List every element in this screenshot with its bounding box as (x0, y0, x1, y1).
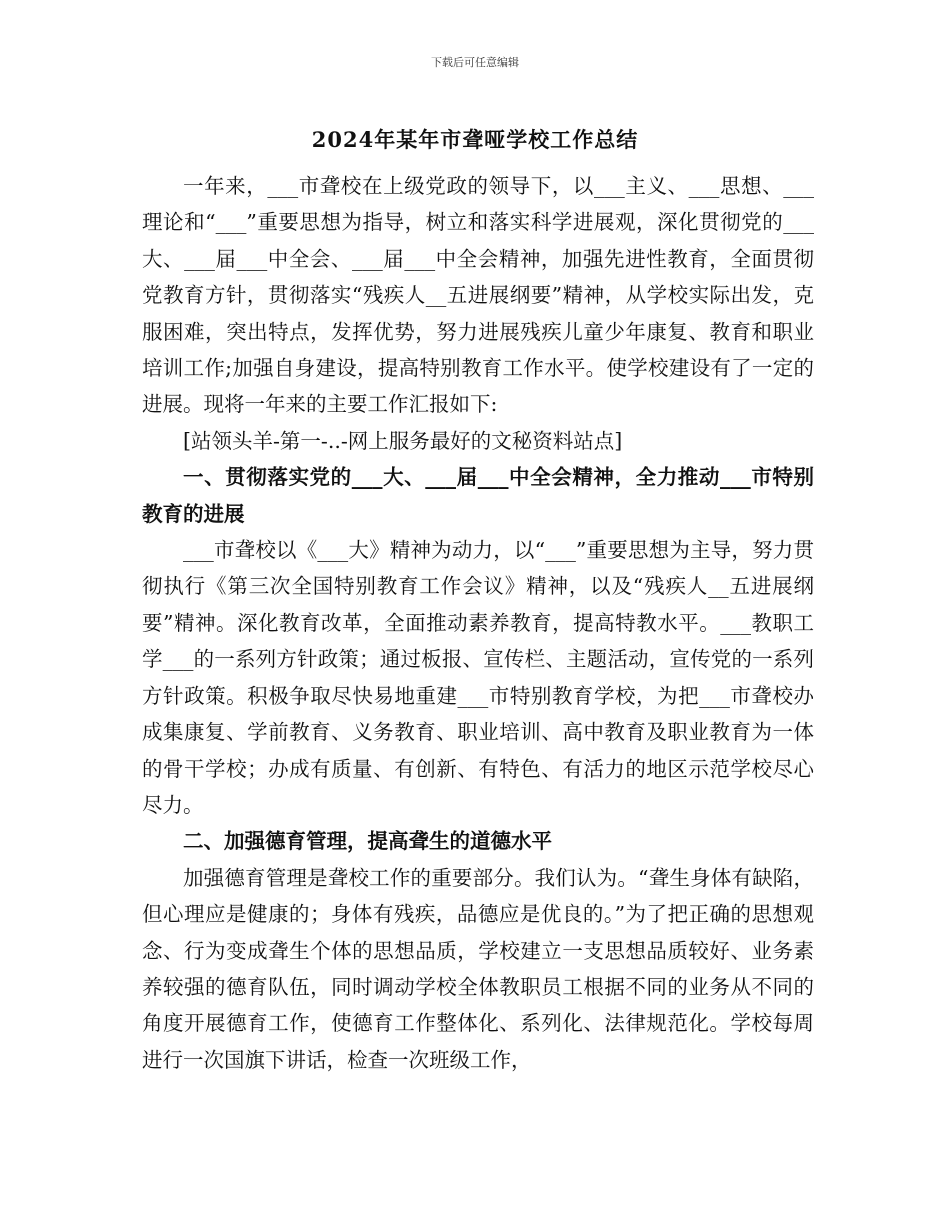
source-note-line: [站领头羊-第一-..-网上服务最好的文秘资料站点] (183, 428, 623, 453)
document-body (142, 168, 814, 1078)
header-note: 下载后可任意编辑 (431, 56, 519, 69)
section-heading-2: 二、加强德育管理，提高聋生的道德水平 (183, 829, 552, 854)
section-1-paragraph: ___市聋校以《___大》精神为动力，以“___”重要思想为主导，努力贯彻执行《第三次全国特别教育工作会议》精神，以及“残疾人__五进展纲要”精神。深化教育改革，全面推动素养教育，提高特教水平。___教职工学___的一系列方针政策；通过板报、宣传栏、主题活动，宣传党的一系列方针政策。积极争取尽快易地重建___市特别教育学校，为把___市聋校办成集康复、学前教育、义务教育、职业培训、高中教育及职业教育为一体的骨干学校；办成有质量、有创新、有特色、有活力的地区示范学校尽心尽力。 (142, 538, 814, 817)
section-heading-1: 一、贯彻落实党的___大、___届___中全会精神，全力推动___市特别教育的进展 (142, 465, 814, 526)
document-title: 2024年某年市聋哑学校工作总结 (311, 127, 639, 152)
intro-paragraph: 一年来，___市聋校在上级党政的领导下，以___主义、___思想、___理论和“___”重要思想为指导，树立和落实科学进展观，深化贯彻党的___大、___届___中全会、___届___中全会精神，加强先进性教育，全面贯彻党教育方针，贯彻落实“残疾人__五进展纲要”精神，从学校实际出发，克服困难，突出特点，发挥优势，努力进展残疾儿童少年康复、教育和职业培训工作;加强自身建设，提高特别教育工作水平。使学校建设有了一定的进展。现将一年来的主要工作汇报如下: (142, 174, 814, 417)
section-2-paragraph: 加强德育管理是聋校工作的重要部分。我们认为。“聋生身体有缺陷，但心理应是健康的；身体有残疾，品德应是优良的。”为了把正确的思想观念、行为变成聋生个体的思想品质，学校建立一支思想品质较好、业务素养较强的德育队伍，同时调动学校全体教职员工根据不同的业务从不同的角度开展德育工作，使德育工作整体化、系列化、法律规范化。学校每周进行一次国旗下讲话，检查一次班级工作， (142, 865, 814, 1072)
